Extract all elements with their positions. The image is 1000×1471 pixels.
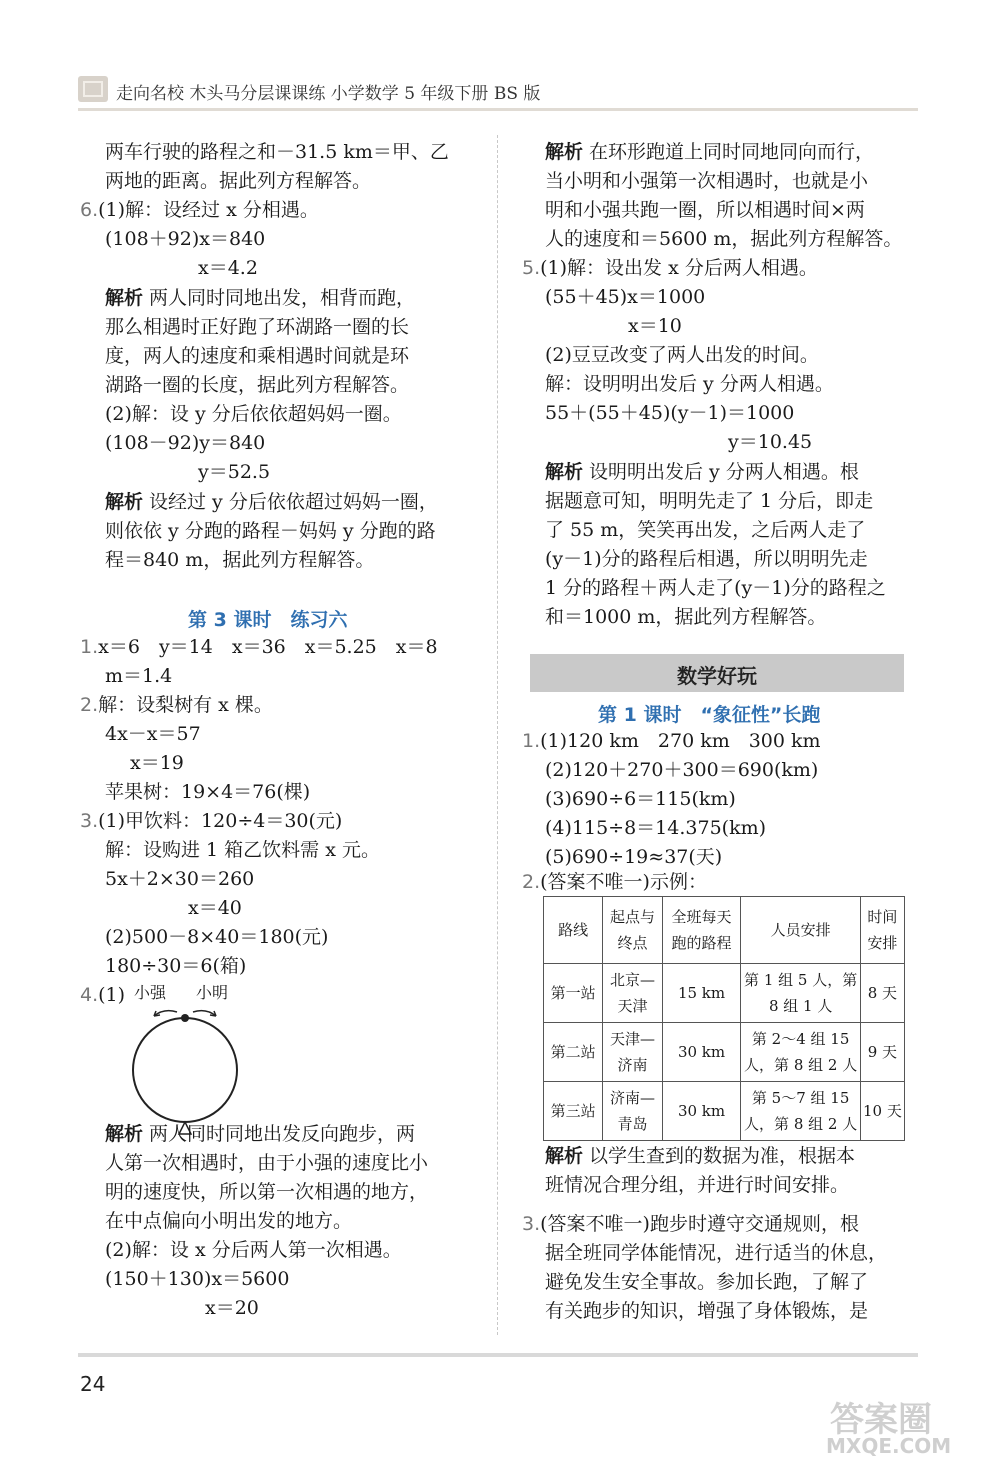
equation: 5x＋2×30＝260 (105, 868, 255, 890)
equation: x＝10 (628, 315, 682, 337)
table-header: 时间安排 (860, 897, 904, 964)
section-title: 第 1 课时 “象征性”长跑 (598, 704, 821, 726)
equation: m＝1.4 (105, 665, 173, 687)
text-line: 度，两人的速度和乘相遇时间就是环 (105, 345, 410, 367)
question-4: 4.(1) (80, 984, 126, 1006)
equation: (4)115÷8＝14.375(km) (545, 817, 767, 839)
text-line: 解：设购进 1 箱乙饮料需 x 元。 (105, 839, 380, 861)
route-plan-table (543, 896, 905, 1141)
equation: 4x－x＝57 (105, 723, 201, 745)
circle-track-icon (130, 1000, 270, 1140)
text-line: 明和小强共跑一圈，所以相遇时间×两 (545, 199, 865, 221)
text-line: 在中点偏向小明出发的地方。 (105, 1210, 353, 1232)
book-logo-icon (78, 76, 108, 102)
equation: (5)690÷19≈37(天) (545, 846, 723, 868)
page-header (78, 74, 918, 106)
equation: x＝40 (188, 897, 242, 919)
label-xiaoqiang: 小强 (134, 983, 167, 1002)
equation: 55＋(55＋45)(y－1)＝1000 (545, 402, 795, 424)
text-line: 据题意可知，明明先走了 1 分后，即走 (545, 490, 874, 512)
text-line: 则依依 y 分跑的路程－妈妈 y 分跑的路 (105, 520, 436, 542)
table-cell: 30 km (662, 1082, 741, 1141)
footer-rule (78, 1353, 918, 1357)
equation: (108＋92)x＝840 (105, 228, 266, 250)
text-line: 了 55 m，笑笑再出发，之后两人走了 (545, 519, 866, 541)
text-line: 班情况合理分组，并进行时间安排。 (545, 1174, 850, 1196)
question-2: 2.解：设梨树有 x 棵。 (80, 694, 273, 716)
text-line: (2)豆豆改变了两人出发的时间。 (545, 344, 819, 366)
equation: 180÷30＝6(箱) (105, 955, 247, 977)
equation: x＝4.2 (198, 257, 258, 279)
text-line: 据全班同学体能情况，进行适当的休息， (545, 1242, 888, 1264)
text-line: 人的速度和＝5600 m，据此列方程解答。 (545, 228, 903, 250)
text-line: 和＝1000 m，据此列方程解答。 (545, 606, 827, 628)
text-line: 避免发生安全事故。参加长跑，了解了 (545, 1271, 869, 1293)
text-line: 人第一次相遇时，由于小强的速度比小 (105, 1152, 429, 1174)
table-cell: 北京—天津 (603, 964, 662, 1023)
question-5: 5.(1)解：设出发 x 分后两人相遇。 (522, 257, 818, 279)
table-cell: 10 天 (860, 1082, 904, 1141)
question-6: 6.(1)解：设经过 x 分相遇。 (80, 199, 319, 221)
page-number: 24 (80, 1372, 106, 1396)
question-3: 3.(答案不唯一)跑步时遵守交通规则，根 (522, 1213, 859, 1235)
question-1: 1.x＝6 y＝14 x＝36 x＝5.25 x＝8 (80, 636, 438, 658)
analysis: 解析 以学生查到的数据为准，根据本 (545, 1145, 856, 1167)
analysis: 解析 设经过 y 分后依依超过妈妈一圈， (105, 491, 438, 513)
text-line: (2)解：设 x 分后两人第一次相遇。 (105, 1239, 402, 1261)
header-rule (78, 108, 918, 111)
text-line: 苹果树：19×4＝76(棵) (105, 781, 311, 803)
text-line: (y－1)分的路程后相遇，所以明明先走 (545, 548, 868, 570)
table-cell: 第一站 (544, 964, 603, 1023)
table-header: 全班每天跑的路程 (662, 897, 741, 964)
question-1: 1.(1)120 km 270 km 300 km (522, 730, 821, 752)
table-header: 起点与终点 (603, 897, 662, 964)
table-cell: 第二站 (544, 1023, 603, 1082)
table-cell: 8 天 (860, 964, 904, 1023)
watermark-logo: 答案圈 (830, 1400, 932, 1440)
text-line: 解：设明明出发后 y 分两人相遇。 (545, 373, 834, 395)
equation: (108－92)y＝840 (105, 432, 266, 454)
equation: (2)500－8×40＝180(元) (105, 926, 329, 948)
table-cell: 济南—青岛 (603, 1082, 662, 1141)
label-xiaoming: 小明 (196, 983, 229, 1002)
equation: y＝10.45 (728, 431, 813, 453)
equation: (55＋45)x＝1000 (545, 286, 706, 308)
table-cell: 9 天 (860, 1023, 904, 1082)
header-title: 走向名校 木头马分层课课练 小学数学 5 年级下册 BS 版 (116, 84, 541, 104)
analysis: 解析 在环形跑道上同时同地同向而行， (545, 141, 875, 163)
question-2: 2.(答案不唯一)示例： (522, 871, 707, 893)
table-row (544, 1023, 905, 1082)
text-line: 有关跑步的知识，增强了身体锻炼，是 (545, 1300, 869, 1322)
text-line: 那么相遇时正好跑了环湖路一圈的长 (105, 316, 410, 338)
table-cell: 天津—济南 (603, 1023, 662, 1082)
equation: x＝20 (205, 1297, 259, 1319)
equation: (3)690÷6＝115(km) (545, 788, 736, 810)
analysis: 解析 设明明出发后 y 分两人相遇。根 (545, 461, 859, 483)
text-line: (2)解：设 y 分后依依超妈妈一圈。 (105, 403, 402, 425)
equation: (150＋130)x＝5600 (105, 1268, 290, 1290)
analysis: 解析 两人同时同地出发，相背而跑， (105, 287, 416, 309)
table-cell: 第 1 组 5 人，第 8 组 1 人 (741, 964, 860, 1023)
section-title: 第 3 课时 练习六 (188, 609, 348, 631)
text-line: 程＝840 m，据此列方程解答。 (105, 549, 375, 571)
equation: y＝52.5 (198, 461, 271, 483)
text-line: 明的速度快，所以第一次相遇的地方， (105, 1181, 429, 1203)
table-cell: 第三站 (544, 1082, 603, 1141)
text-line: 两车行驶的路程之和－31.5 km＝甲、乙 (105, 141, 449, 163)
equation: x＝19 (130, 752, 184, 774)
table-cell: 15 km (662, 964, 741, 1023)
column-divider (497, 135, 498, 1335)
table-cell: 第 2～4 组 15 人，第 8 组 2 人 (741, 1023, 860, 1082)
table-row (544, 1082, 905, 1141)
analysis: 解析 两人同时同地出发反向跑步，两 (105, 1123, 416, 1145)
table-cell: 30 km (662, 1023, 741, 1082)
text-line: 当小明和小强第一次相遇时，也就是小 (545, 170, 869, 192)
table-header-row (544, 897, 905, 964)
equation: (2)120＋270＋300＝690(km) (545, 759, 819, 781)
table-cell: 第 5～7 组 15 人，第 8 组 2 人 (741, 1082, 860, 1141)
section-banner: 数学好玩 (530, 654, 904, 692)
question-3: 3.(1)甲饮料：120÷4＝30(元) (80, 810, 343, 832)
table-header: 路线 (544, 897, 603, 964)
table-row (544, 964, 905, 1023)
text-line: 1 分的路程＋两人走了(y－1)分的路程之 (545, 577, 886, 599)
text-line: 湖路一圈的长度，据此列方程解答。 (105, 374, 410, 396)
table-header: 人员安排 (741, 897, 860, 964)
watermark-url: MXQE.COM (826, 1434, 952, 1458)
text-line: 两地的距离。据此列方程解答。 (105, 170, 372, 192)
